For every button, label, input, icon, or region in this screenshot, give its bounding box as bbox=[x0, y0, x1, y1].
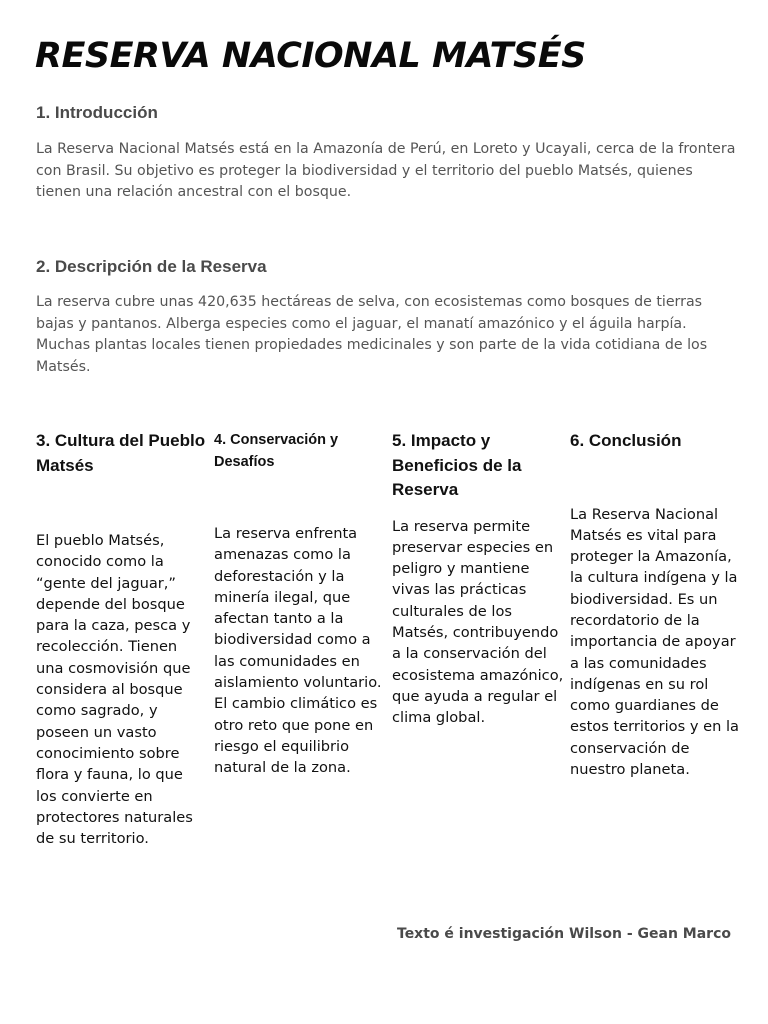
conclusion-paragraph: La Reserva Nacional Matsés es vital para proteger la Amazonía, la cultura indígena y la biodiversidad. Es un recordatorio de la importancia de apoyar a las comunidades indígenas en su rol como guardianes de estos territorios y en la conservación de nuestro planeta. bbox=[570, 505, 739, 779]
document-title: RESERVA NACIONAL MATSÉS bbox=[35, 36, 586, 76]
intro-heading: 1. Introducción bbox=[36, 103, 158, 122]
description-heading: 2. Descripción de la Reserva bbox=[36, 257, 267, 276]
culture-heading: 3. Cultura del Pueblo Matsés bbox=[36, 431, 206, 475]
impact-heading: 5. Impacto y Beneficios de la Reserva bbox=[392, 431, 522, 499]
conservation-paragraph: La reserva enfrenta amenazas como la deforestación y la minería ilegal, que afectan tanto a la biodiversidad como a las comunidades en aislamiento voluntario. El cambio climático es otro reto que pone en riesgo el equilibrio natural de la zona. bbox=[214, 525, 382, 777]
conservation-column bbox=[214, 429, 386, 779]
impact-paragraph: La reserva permite preservar especies en peligro y mantiene vivas las prácticas culturales de los Matsés, contribuyendo a la conservación del ecosistema amazónico, que ayuda a regular el clima global. bbox=[392, 517, 564, 727]
intro-paragraph: La Reserva Nacional Matsés está en la Amazonía de Perú, en Loreto y Ucayali, cerca de la frontera con Brasil. Su objetivo es proteger la biodiversidad y el territorio del pueblo Matsés, quienes tienen una relación ancestral con el bosque. bbox=[36, 141, 736, 201]
description-paragraph: La reserva cubre unas 420,635 hectáreas de selva, con ecosistemas como bosques de tierras bajas y pantanos. Alberga especies como el jaguar, el manatí amazónico y el águila harpía. Muchas plantas locales tienen propiedades medicinales y son parte de la vida cotidiana de los Matsés. bbox=[36, 294, 708, 375]
culture-paragraph: El pueblo Matsés, conocido como la “gente del jaguar,” depende del bosque para la caza, pesca y recolección. Tienen una cosmovisión que considera al bosque como sagrado, y poseen un vasto conocimiento sobre flora y fauna, lo que los convierte en protectores naturales de su territorio. bbox=[36, 532, 193, 848]
impact-column bbox=[392, 429, 564, 728]
conclusion-column bbox=[570, 429, 742, 780]
conservation-heading: 4. Conservación y Desafíos bbox=[214, 432, 339, 470]
conclusion-heading: 6. Conclusión bbox=[570, 431, 682, 450]
culture-column bbox=[36, 429, 208, 849]
author-credit: Texto é investigación Wilson - Gean Marco bbox=[397, 926, 731, 942]
